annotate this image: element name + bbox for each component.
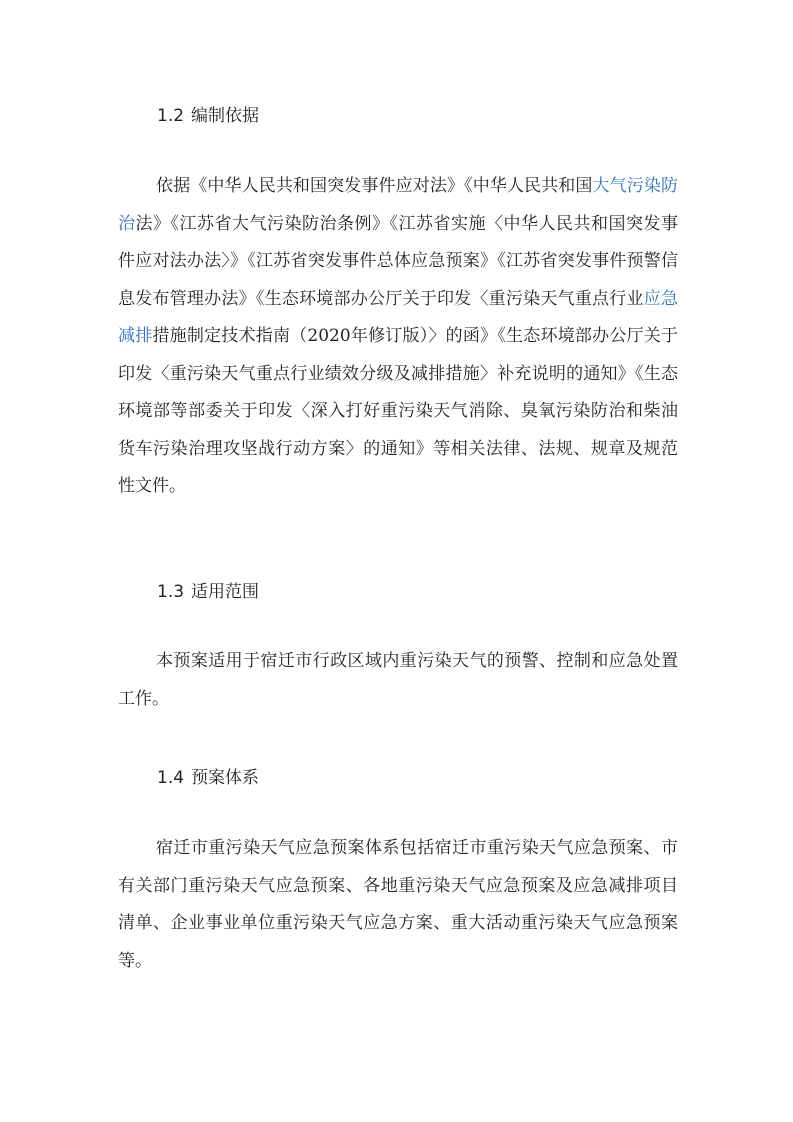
paragraph-text: 法》《江苏省大气污染防治条例》《江苏省实施〈中华人民共和国突发事件应对法办法〉》《江苏省突发事件总体应急预案》《江苏省突发事件预警信息发布管理办法》《生态环境部办公厅关于印发〈重污染天气重点行业 <box>118 213 678 309</box>
section-paragraph-1-3: 本预案适用于宿迁市行政区域内重污染天气的预警、控制和应急处置工作。 <box>118 651 678 709</box>
link-emergency-emission-reduction[interactable]: 应急减排 <box>118 288 678 346</box>
section-paragraph-1-2 <box>118 168 678 506</box>
section-number: 1.4 <box>157 768 185 788</box>
section-paragraph-1-4: 宿迁市重污染天气应急预案体系包括宿迁市重污染天气应急预案、市有关部门重污染天气应急预案、各地重污染天气应急预案及应急减排项目清单、企业事业单位重污染天气应急方案、重大活动重污染天气应急预案等。 <box>118 838 678 971</box>
section-number: 1.2 <box>157 106 185 126</box>
link-air-pollution-control[interactable]: 大气污染防治 <box>118 176 679 234</box>
section-title: 适用范围 <box>191 582 260 602</box>
section-heading-1-4 <box>157 766 259 790</box>
section-title: 编制依据 <box>191 106 260 126</box>
section-heading-1-3 <box>157 580 259 604</box>
section-heading-1-2 <box>157 104 259 128</box>
section-title: 预案体系 <box>191 768 260 788</box>
section-number: 1.3 <box>157 582 185 602</box>
paragraph-text: 措施制定技术指南（2020年修订版）〉的函》《生态环境部办公厅关于印发〈重污染天气重点行业绩效分级及减排措施〉补充说明的通知》《生态环境部等部委关于印发〈深入打好重污染天气消除、臭氧污染防治和柴油货车污染治理攻坚战行动方案〉的通知》等相关法律、法规、规章及规范性文件。 <box>118 326 678 496</box>
paragraph-text: 依据《中华人民共和国突发事件应对法》《中华人民共和国 <box>156 176 593 196</box>
